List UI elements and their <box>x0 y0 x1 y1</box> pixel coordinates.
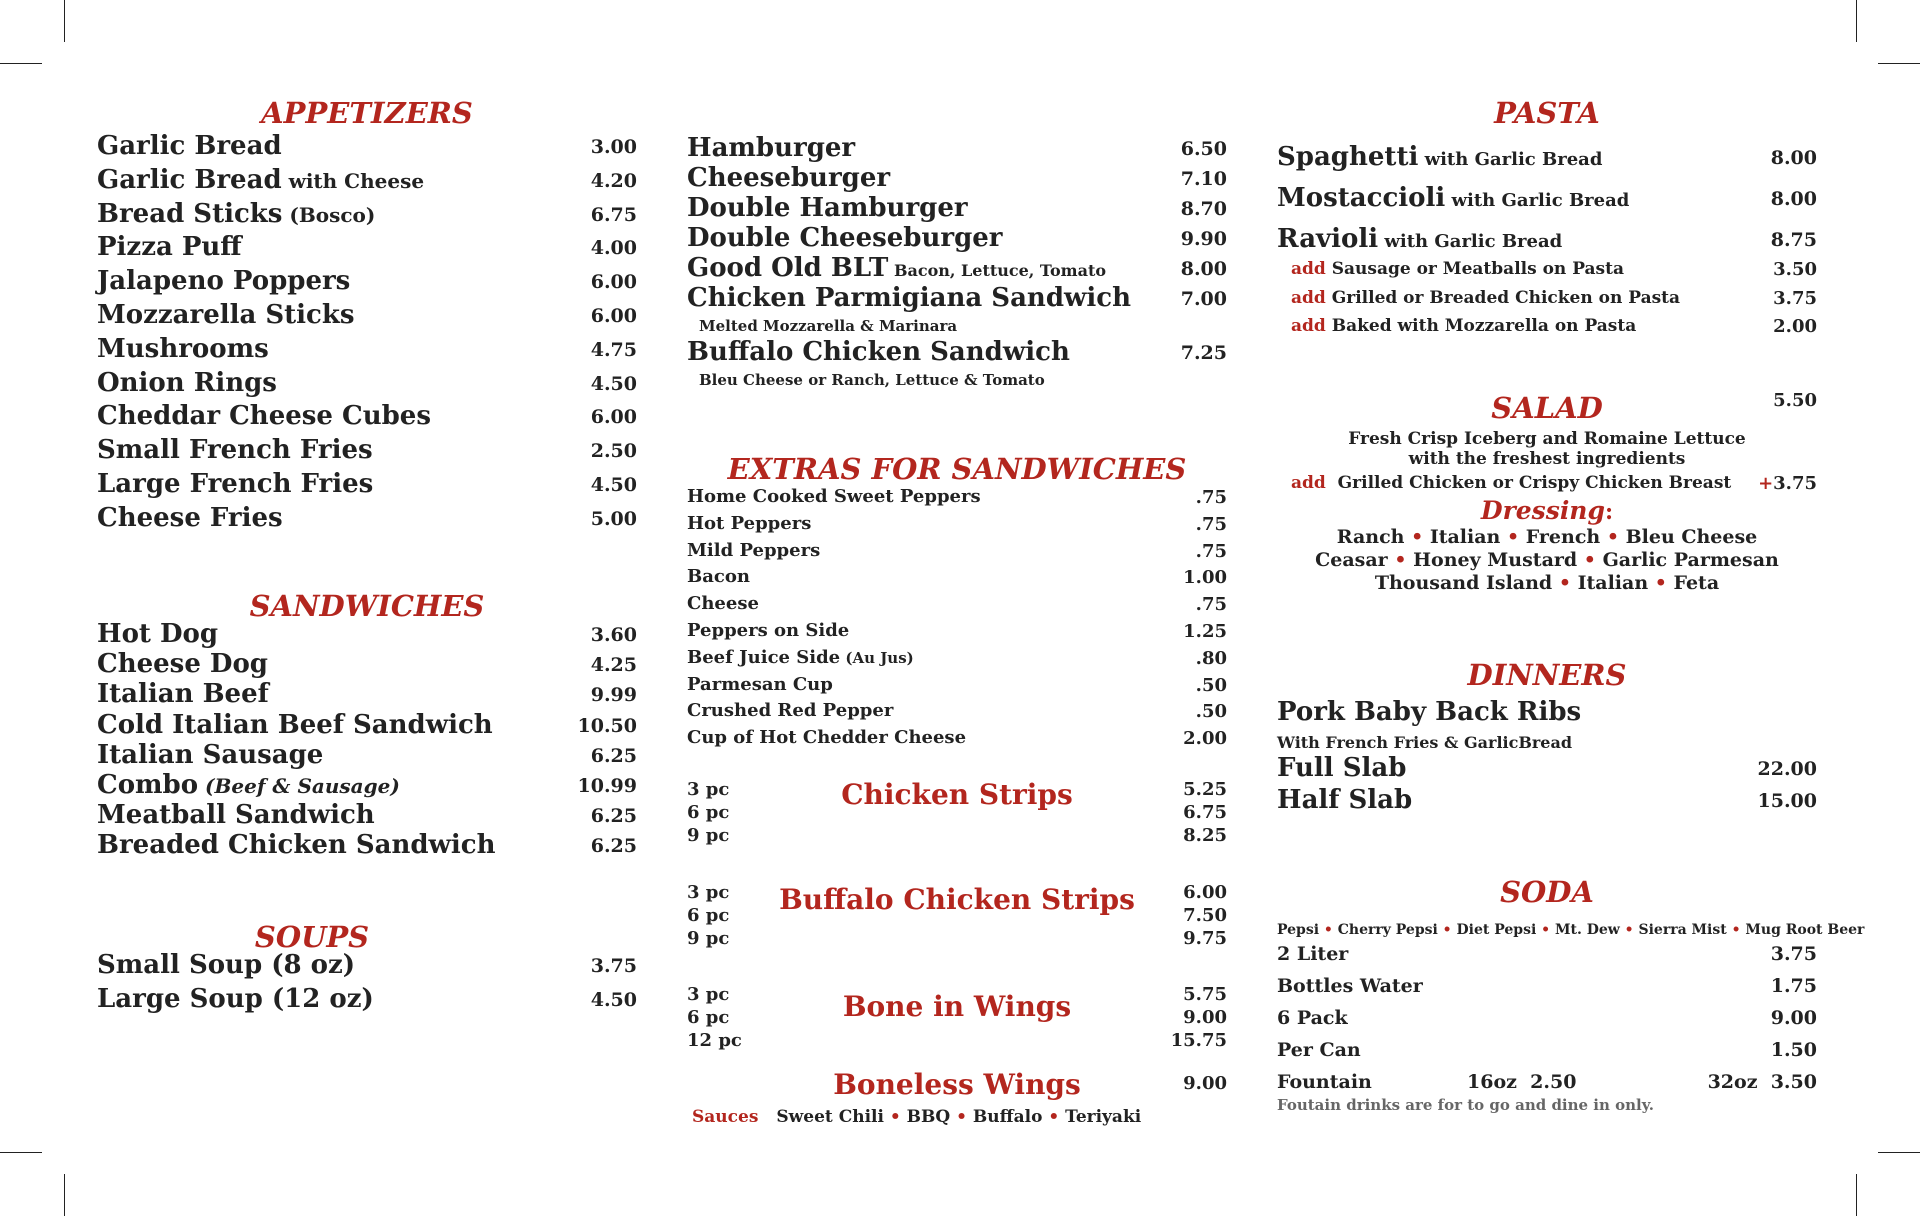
item-name <box>97 619 218 649</box>
item-description: (Beef & Sausage) <box>198 774 400 798</box>
dinner-option-price: 15.00 <box>1757 790 1817 812</box>
item-name <box>687 620 849 641</box>
separator-dot: • <box>1726 922 1746 938</box>
item-note: Bleu Cheese or Ranch, Lettuce & Tomato <box>699 371 1045 389</box>
salad-add-label: add <box>1291 473 1326 493</box>
item-name-text: Pizza Puff <box>97 232 242 263</box>
item-price: .50 <box>1195 674 1227 696</box>
piece-price: 7.50 <box>1183 905 1227 926</box>
item-name-text: Small French Fries <box>97 435 373 466</box>
dressing-name: Thousand Island <box>1374 572 1553 594</box>
item-name-text: Onion Rings <box>97 367 277 398</box>
item-name <box>687 566 750 587</box>
item-name <box>97 165 424 195</box>
item-name <box>687 283 1131 313</box>
crop-mark <box>1856 1174 1857 1216</box>
item-price: 10.99 <box>577 775 637 797</box>
item-name <box>97 503 283 533</box>
item-price: 3.60 <box>590 624 637 646</box>
item-note: Melted Mozzarella & Marinara <box>699 317 958 335</box>
item-name <box>97 232 242 262</box>
dressing-name: Garlic Parmesan <box>1602 549 1779 571</box>
boneless-wings-title: Boneless Wings <box>833 1068 1081 1101</box>
separator-dot: • <box>1500 526 1526 548</box>
sauces-list <box>776 1107 1141 1127</box>
bone-wings-prices <box>1171 983 1227 1052</box>
piece-count: 6 pc <box>687 802 730 823</box>
addon-text <box>1291 316 1636 336</box>
soda-item-name: 6 Pack <box>1277 1007 1348 1029</box>
item-name <box>97 368 277 398</box>
item-name <box>97 800 375 830</box>
separator-dot: • <box>883 1107 907 1127</box>
item-name-text: Hot Dog <box>97 619 219 649</box>
chicken-strips-title: Chicken Strips <box>841 778 1073 811</box>
item-name-text: Hot Peppers <box>687 512 812 534</box>
item-name <box>687 727 966 748</box>
item-name <box>687 674 833 695</box>
item-name-text: Cheese <box>687 593 759 615</box>
sauce-name: BBQ <box>906 1107 951 1127</box>
item-price: 6.00 <box>590 406 637 429</box>
item-name <box>1277 183 1629 213</box>
dinner-item-name: Pork Baby Back Ribs <box>1277 697 1582 727</box>
dressing-name: Feta <box>1673 572 1720 594</box>
item-price: 2.50 <box>590 440 637 463</box>
soda-brand: Mug Root Beer <box>1745 922 1865 938</box>
fountain-large: 32oz 3.50 <box>1707 1071 1817 1093</box>
item-price: .80 <box>1195 647 1227 669</box>
item-name-text: Italian Beef <box>97 679 269 710</box>
item-name-text: Spaghetti <box>1277 142 1419 172</box>
salad-add-price-value: 3.75 <box>1773 473 1817 494</box>
item-description: with Garlic Bread <box>1378 231 1563 252</box>
soups-heading: SOUPS <box>254 920 370 954</box>
separator-dot: • <box>1619 922 1639 938</box>
addon-price: 3.50 <box>1773 259 1817 280</box>
item-name <box>687 223 1003 253</box>
dinner-option-name: Full Slab <box>1277 753 1407 783</box>
soda-brand: Cherry Pepsi <box>1337 922 1438 938</box>
sauce-name: Teriyaki <box>1065 1107 1142 1127</box>
crop-mark <box>0 63 42 64</box>
item-name <box>97 199 375 229</box>
item-name-text: Cheese Fries <box>97 502 283 533</box>
dressing-name: Italian <box>1429 526 1501 548</box>
item-name <box>687 486 981 507</box>
item-price: 3.00 <box>590 136 637 158</box>
dressing-name: Ranch <box>1336 526 1405 548</box>
piece-price: 5.75 <box>1183 984 1227 1005</box>
bone-wings-block <box>687 983 1227 1055</box>
item-name-text: Garlic Bread <box>97 131 282 161</box>
item-price: 4.25 <box>590 654 637 677</box>
dressing-line-3 <box>1277 572 1817 594</box>
piece-count: 3 pc <box>687 882 730 903</box>
addon-price: 3.75 <box>1773 287 1817 309</box>
item-name-text: Double Hamburger <box>687 193 968 223</box>
item-name <box>97 830 496 860</box>
addon-text <box>1291 288 1680 308</box>
salad-description-1: Fresh Crisp Iceberg and Romaine Lettuce <box>1348 429 1746 449</box>
item-name-text: Cold Italian Beef Sandwich <box>97 709 493 740</box>
item-name-text: Mushrooms <box>97 333 269 364</box>
dressing-title: Dressing <box>1480 496 1605 525</box>
item-price: 7.25 <box>1180 342 1227 364</box>
addon-price: 2.00 <box>1773 316 1817 337</box>
item-name-text: Mozzarella Sticks <box>97 300 355 330</box>
pasta-heading: PASTA <box>1494 96 1600 130</box>
crop-mark <box>0 1152 42 1153</box>
addon-add-label: add <box>1291 259 1326 279</box>
item-name <box>1277 224 1562 254</box>
item-name <box>97 984 374 1014</box>
item-name <box>97 950 355 980</box>
piece-price: 6.00 <box>1183 882 1227 903</box>
item-name <box>687 133 855 163</box>
item-name <box>1277 142 1602 172</box>
item-price: 9.90 <box>1180 228 1227 250</box>
item-name-text: Home Cooked Sweet Peppers <box>687 486 981 507</box>
separator-dot: • <box>1042 1107 1066 1127</box>
piece-price: 9.00 <box>1183 1007 1227 1028</box>
item-price: 4.20 <box>590 169 637 192</box>
item-price: 8.75 <box>1770 229 1817 251</box>
item-name <box>687 513 811 534</box>
item-name <box>687 593 759 614</box>
salad-price: 5.50 <box>1773 390 1817 411</box>
item-price: 8.00 <box>1770 147 1817 169</box>
item-price: 4.50 <box>590 474 637 496</box>
dinners-heading: DINNERS <box>1467 658 1627 692</box>
piece-price: 15.75 <box>1170 1030 1227 1051</box>
piece-price: 8.25 <box>1183 825 1227 846</box>
item-name-text: Cheeseburger <box>687 163 891 193</box>
item-price: 7.10 <box>1180 168 1227 190</box>
item-description: with Cheese <box>281 168 425 193</box>
item-price: 6.50 <box>1180 138 1227 160</box>
item-name-text: Bacon <box>687 566 750 588</box>
item-name-text: Mostaccioli <box>1277 183 1446 213</box>
item-name-text: Peppers on Side <box>687 620 850 641</box>
item-description: (Bosco) <box>282 202 376 227</box>
item-price: 4.75 <box>590 338 637 361</box>
salad-add-text: Grilled Chicken or Crispy Chicken Breast <box>1337 473 1732 493</box>
piece-price: 5.25 <box>1183 779 1227 800</box>
item-price: 3.75 <box>590 955 637 977</box>
item-name-text: Cup of Hot Chedder Cheese <box>687 727 967 749</box>
item-name-text: Small Soup (8 oz) <box>97 950 356 980</box>
item-price: 4.50 <box>590 372 637 395</box>
item-name-text: Cheddar Cheese Cubes <box>97 401 431 432</box>
sauces-line <box>692 1107 1141 1127</box>
item-price: 4.50 <box>590 989 637 1011</box>
item-name <box>687 163 890 193</box>
soda-item-price: 9.00 <box>1770 1007 1817 1029</box>
chicken-strips-prices <box>1183 778 1227 847</box>
separator-dot: • <box>1600 526 1626 548</box>
item-price: 8.70 <box>1180 198 1227 220</box>
item-price: .75 <box>1195 594 1227 616</box>
soda-item-name: Bottles Water <box>1277 975 1423 997</box>
addon-description: Sausage or Meatballs on Pasta <box>1325 259 1624 279</box>
item-price: .75 <box>1195 540 1227 562</box>
piece-count: 12 pc <box>687 1030 742 1051</box>
item-name <box>97 679 269 709</box>
item-name <box>97 334 269 364</box>
item-description: (Au Jus) <box>840 648 914 667</box>
item-name <box>97 469 373 499</box>
item-name <box>687 193 968 223</box>
separator-dot: • <box>950 1107 973 1127</box>
appetizers-heading: APPETIZERS <box>261 96 473 130</box>
dressing-name: Bleu Cheese <box>1625 526 1758 548</box>
item-price: 9.99 <box>590 684 637 707</box>
dinner-option-price: 22.00 <box>1757 758 1817 780</box>
piece-count: 9 pc <box>687 825 730 846</box>
dressing-name: Honey Mustard <box>1413 549 1578 571</box>
item-name <box>97 710 493 740</box>
dressing-line-2 <box>1277 549 1817 571</box>
item-name-text: Beef Juice Side <box>687 646 841 668</box>
chicken-strips-block <box>687 778 1227 850</box>
item-price: 8.00 <box>1180 258 1227 280</box>
item-price: 1.25 <box>1183 621 1227 642</box>
dressing-line-1 <box>1277 526 1817 548</box>
sandwiches-heading: SANDWICHES <box>249 589 485 623</box>
crop-mark <box>1856 0 1857 42</box>
item-price: 8.00 <box>1770 188 1817 210</box>
separator-dot: • <box>1319 922 1338 938</box>
soda-brand: Sierra Mist <box>1638 922 1727 938</box>
crop-mark <box>1878 63 1920 64</box>
item-name-text: Breaded Chicken Sandwich <box>97 830 496 861</box>
item-price: 6.75 <box>590 203 637 226</box>
piece-count: 3 pc <box>687 984 730 1005</box>
salad-addon <box>1291 473 1731 493</box>
buffalo-strips-title: Buffalo Chicken Strips <box>779 883 1135 916</box>
item-description: Bacon, Lettuce, Tomato <box>888 261 1107 280</box>
piece-count: 6 pc <box>687 1007 730 1028</box>
item-name <box>687 647 914 668</box>
item-name-text: Meatball Sandwich <box>97 800 375 831</box>
item-description: with Garlic Bread <box>1418 149 1603 170</box>
addon-text <box>1291 259 1624 279</box>
item-price: .50 <box>1195 701 1227 723</box>
soda-item-name: 2 Liter <box>1277 943 1349 965</box>
item-name-text: Buffalo Chicken Sandwich <box>687 337 1070 367</box>
dressing-name: Italian <box>1577 572 1649 594</box>
fountain-small: 16oz 2.50 <box>1467 1071 1577 1093</box>
salad-add-price <box>1758 473 1817 494</box>
soda-brands <box>1277 922 1864 938</box>
separator-dot: • <box>1404 526 1430 548</box>
fountain-note: Foutain drinks are for to go and dine in only. <box>1277 1096 1654 1114</box>
item-name <box>97 770 400 800</box>
item-name <box>97 300 355 330</box>
addon-description: Baked with Mozzarella on Pasta <box>1325 316 1637 336</box>
item-price: 7.00 <box>1180 288 1227 310</box>
item-name <box>97 435 373 465</box>
item-price: 10.50 <box>577 714 637 737</box>
addon-add-label: add <box>1291 316 1326 336</box>
sauce-name: Sweet Chili <box>776 1107 884 1127</box>
item-name <box>97 131 282 161</box>
item-name-text: Double Cheeseburger <box>687 223 1003 253</box>
dressing-name: French <box>1525 526 1601 548</box>
item-name <box>687 337 1070 367</box>
item-name <box>687 253 1106 283</box>
crop-mark <box>64 1174 65 1216</box>
soda-brand: Pepsi <box>1277 922 1320 938</box>
item-price: 5.00 <box>590 507 637 530</box>
item-price: 2.00 <box>1183 728 1227 750</box>
item-price: 6.25 <box>590 805 637 828</box>
item-name <box>97 740 323 770</box>
piece-price: 9.75 <box>1183 928 1227 949</box>
soda-brand: Mt. Dew <box>1554 922 1620 938</box>
soda-item-price: 3.75 <box>1770 943 1817 965</box>
boneless-wings-price: 9.00 <box>1183 1073 1227 1094</box>
item-name <box>687 540 820 561</box>
item-price: 6.00 <box>590 305 637 327</box>
item-name-text: Combo <box>97 770 199 800</box>
item-price: .75 <box>1195 487 1227 508</box>
separator-dot: • <box>1536 922 1555 938</box>
item-name-text: Large Soup (12 oz) <box>97 984 374 1014</box>
separator-dot: • <box>1552 572 1578 594</box>
item-name-text: Jalapeno Poppers <box>97 266 351 297</box>
item-price: .75 <box>1195 513 1227 535</box>
item-price: 6.00 <box>590 271 637 294</box>
item-name-text: Mild Peppers <box>687 539 821 561</box>
sauces-label: Sauces <box>692 1107 759 1127</box>
crop-mark <box>64 0 65 42</box>
item-description: with Garlic Bread <box>1445 190 1630 211</box>
item-name-text: Italian Sausage <box>97 739 324 770</box>
soda-brand: Diet Pepsi <box>1456 922 1537 938</box>
item-name-text: Large French Fries <box>97 469 374 499</box>
separator-dot: • <box>1437 922 1457 938</box>
dinner-item-note: With French Fries & GarlicBread <box>1277 733 1573 752</box>
item-price: 6.25 <box>590 835 637 858</box>
piece-count: 6 pc <box>687 905 730 926</box>
sauce-name: Buffalo <box>972 1107 1043 1127</box>
piece-price: 6.75 <box>1183 802 1227 823</box>
piece-count: 3 pc <box>687 779 730 800</box>
item-price: 6.25 <box>590 744 637 767</box>
item-name-text: Garlic Bread <box>97 164 282 195</box>
item-name-text: Cheese Dog <box>97 649 268 680</box>
item-name-text: Crushed Red Pepper <box>687 700 894 722</box>
addon-add-label: add <box>1291 287 1326 308</box>
item-name-text: Parmesan Cup <box>687 673 833 695</box>
dinner-option-name: Half Slab <box>1277 785 1413 815</box>
plus-sign: + <box>1758 473 1774 494</box>
dressing-name: Ceasar <box>1315 549 1388 571</box>
soda-item-price: 1.50 <box>1770 1039 1817 1061</box>
item-name-text: Hamburger <box>687 133 856 163</box>
salad-description-2: with the freshest ingredients <box>1408 449 1686 469</box>
piece-count: 9 pc <box>687 928 730 949</box>
soda-item-name: Per Can <box>1277 1039 1361 1061</box>
soda-item-price: 1.75 <box>1770 975 1817 997</box>
item-name <box>97 649 268 679</box>
dressing-colon: : <box>1604 499 1614 525</box>
buffalo-strips-block <box>687 881 1227 953</box>
extras-heading: EXTRAS FOR SANDWICHES <box>727 452 1187 486</box>
separator-dot: • <box>1648 572 1674 594</box>
dressing-heading <box>1277 496 1817 525</box>
item-name-text: Ravioli <box>1277 224 1379 254</box>
item-name <box>687 700 893 721</box>
item-name-text: Good Old BLT <box>687 253 889 283</box>
separator-dot: • <box>1387 549 1414 571</box>
crop-mark <box>1878 1152 1920 1153</box>
item-name <box>97 266 350 296</box>
item-price: 4.00 <box>590 237 637 260</box>
item-name-text: Bread Sticks <box>97 198 283 229</box>
item-price: 1.00 <box>1183 567 1227 589</box>
item-name-text: Chicken Parmigiana Sandwich <box>687 283 1132 313</box>
soda-heading: SODA <box>1500 875 1594 909</box>
bone-wings-title: Bone in Wings <box>842 990 1072 1023</box>
item-name <box>97 401 431 431</box>
addon-description: Grilled or Breaded Chicken on Pasta <box>1325 287 1681 308</box>
fountain-label: Fountain <box>1277 1071 1372 1093</box>
buffalo-strips-prices <box>1183 881 1227 950</box>
salad-heading: SALAD <box>1491 391 1603 425</box>
separator-dot: • <box>1577 549 1603 571</box>
